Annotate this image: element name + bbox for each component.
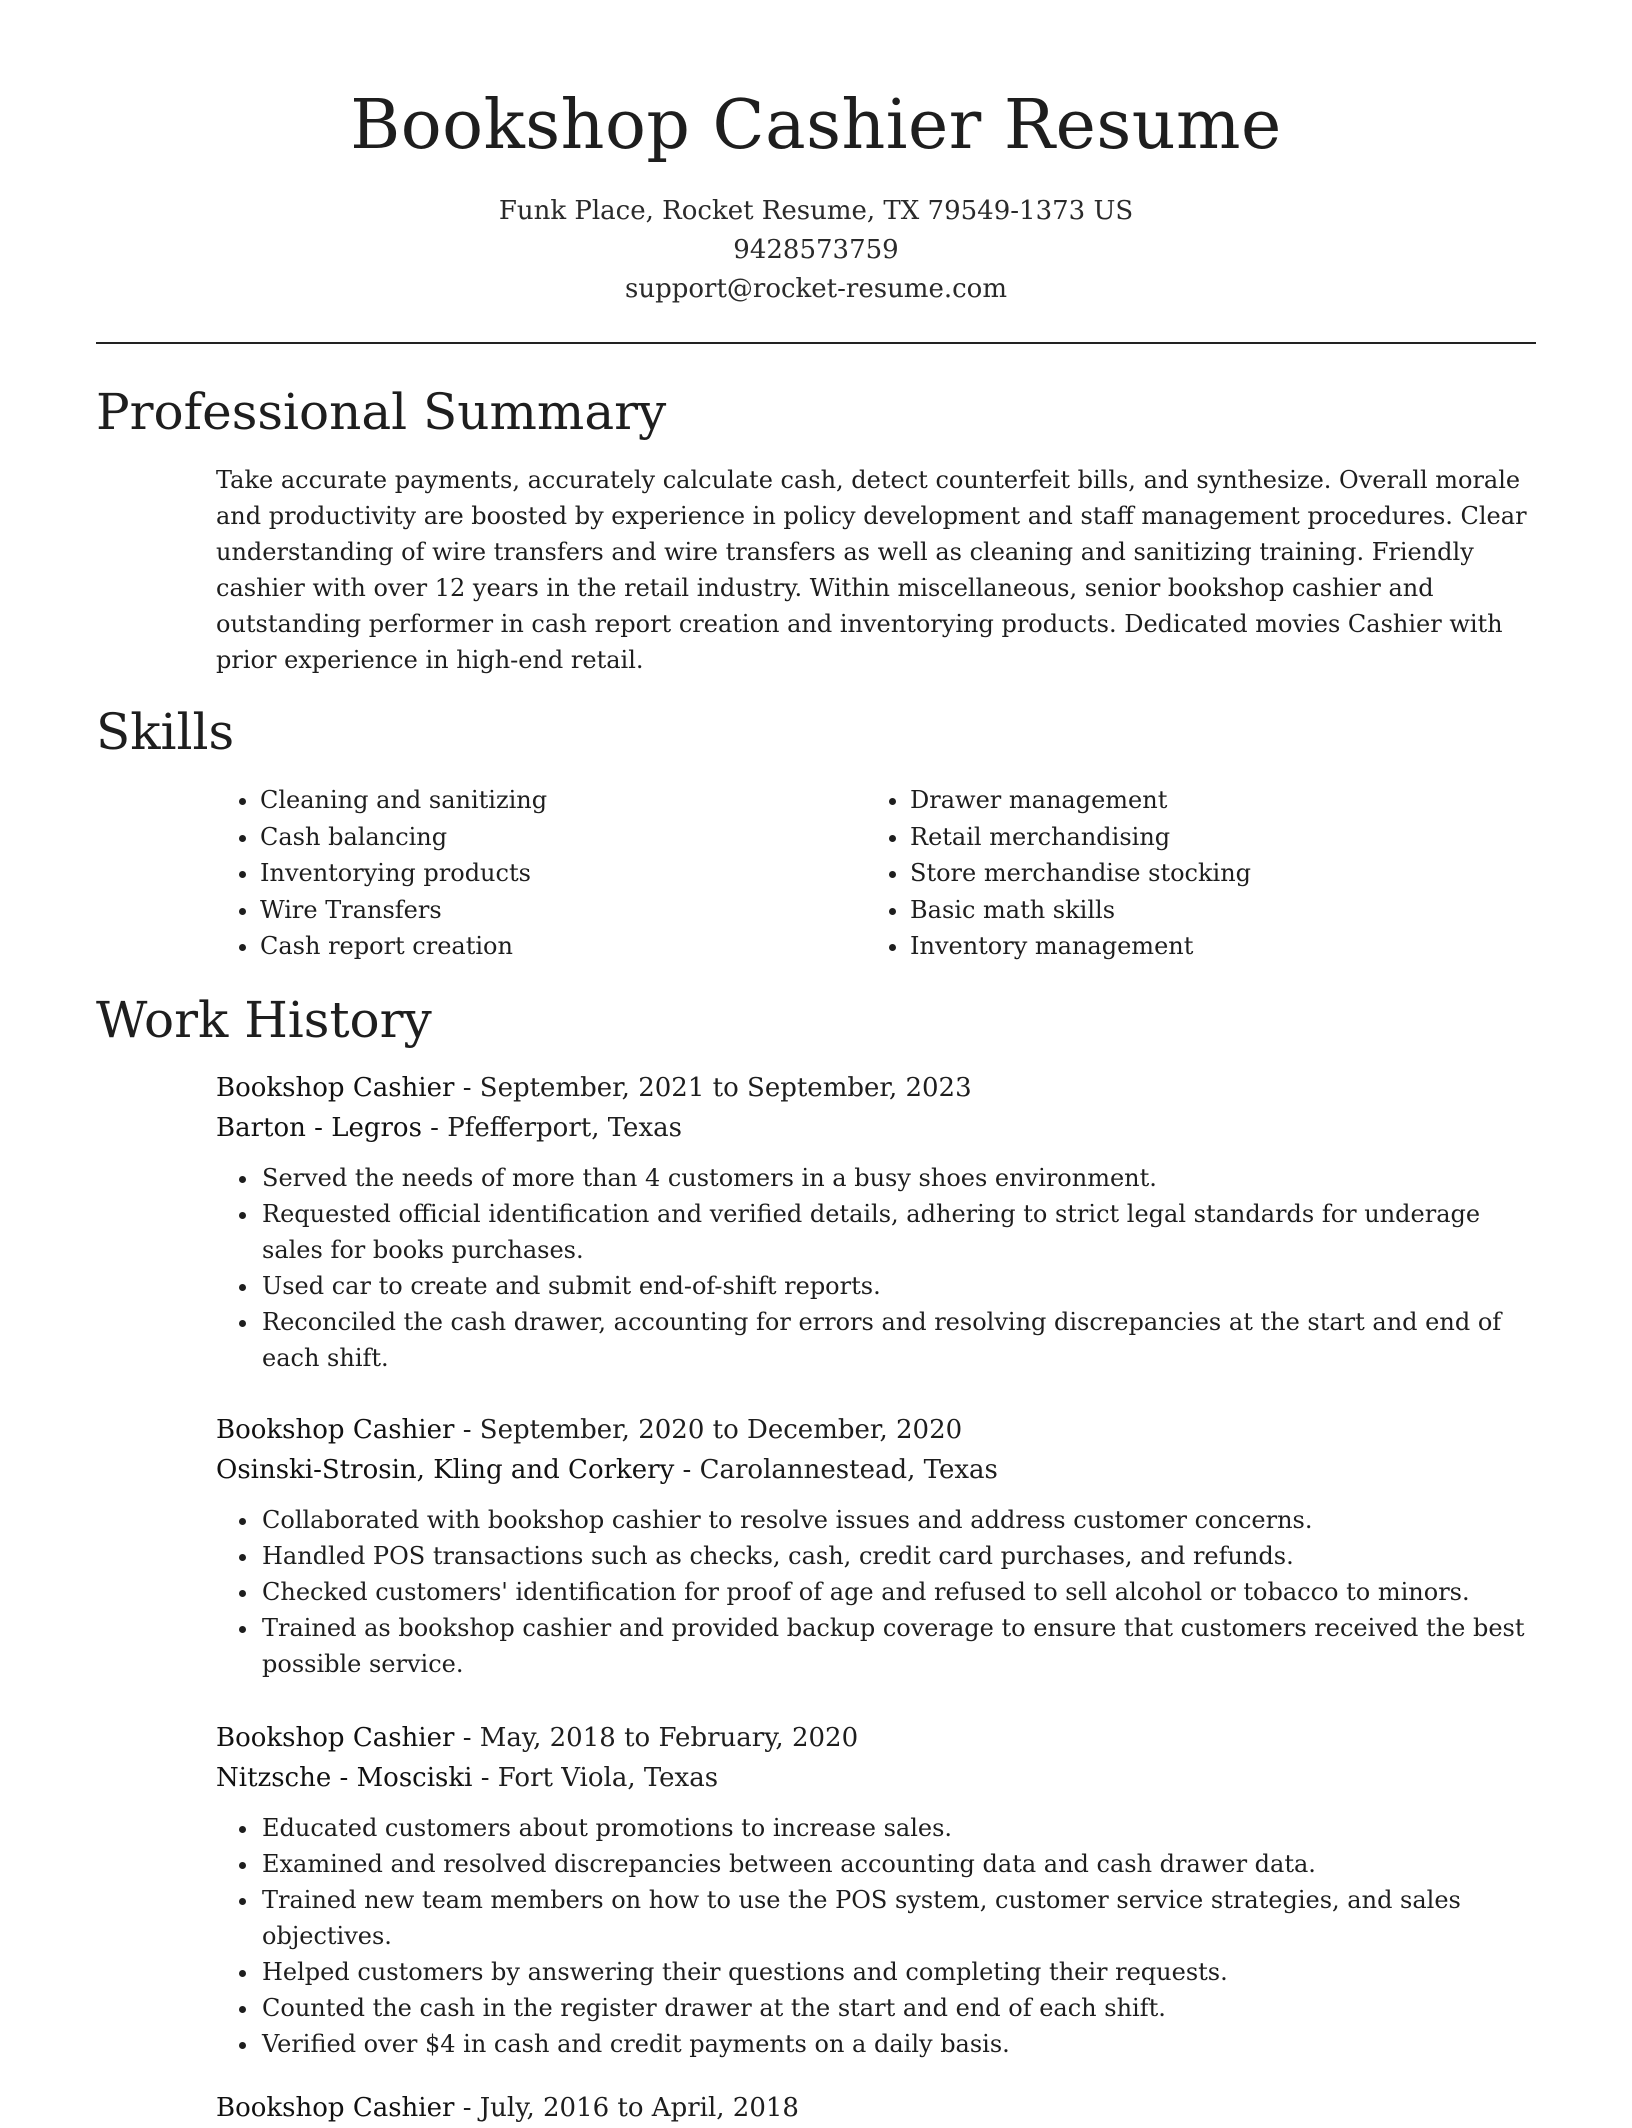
job-dates: - September, 2020 to December, 2020 <box>454 1415 963 1445</box>
job-bullet: • Served the needs of more than 4 customers in a busy shoes environment. <box>260 1160 1536 1196</box>
job-bullet: • Helped customers by answering their questions and completing their requests. <box>260 1954 1536 1990</box>
summary-heading: Professional Summary <box>96 383 667 441</box>
resume-header <box>0 0 1632 309</box>
job-entry <box>216 1068 1536 1376</box>
job-location: - Carolannestead, Texas <box>674 1455 998 1485</box>
skill-item: • Cash balancing <box>260 819 866 856</box>
job-title-line <box>216 1410 1536 1450</box>
skill-item: • Retail merchandising <box>910 819 1516 856</box>
skill-item: • Cleaning and sanitizing <box>260 782 866 819</box>
job-bullets <box>216 1160 1536 1376</box>
job-bullets <box>216 1502 1536 1682</box>
job-company-line <box>216 1450 1536 1490</box>
skill-item: • Inventory management <box>910 928 1516 965</box>
job-bullet: • Used car to create and submit end-of-shift reports. <box>260 1268 1536 1304</box>
job-title-line <box>216 1068 1536 1108</box>
job-dates: - July, 2016 to April, 2018 <box>454 2093 799 2123</box>
skill-item: • Basic math skills <box>910 892 1516 929</box>
job-bullet: • Reconciled the cash drawer, accounting for errors and resolving discrepancies at the start and end of each shift. <box>260 1304 1536 1376</box>
job-entry <box>216 1410 1536 1682</box>
skill-item: • Inventorying products <box>260 855 866 892</box>
job-position: Bookshop Cashier <box>216 2093 455 2123</box>
skills-column-left <box>216 782 866 965</box>
job-company: Barton - Legros <box>216 1113 422 1143</box>
job-title-line <box>216 1718 1536 1758</box>
job-bullet: • Examined and resolved discrepancies between accounting data and cash drawer data. <box>260 1846 1536 1882</box>
job-bullet: • Collaborated with bookshop cashier to resolve issues and address customer concerns. <box>260 1502 1536 1538</box>
job-dates: - September, 2021 to September, 2023 <box>454 1073 972 1103</box>
job-position: Bookshop Cashier <box>216 1723 455 1753</box>
job-bullet: • Counted the cash in the register drawer at the start and end of each shift. <box>260 1990 1536 2026</box>
job-bullet: • Handled POS transactions such as checks, cash, credit card purchases, and refunds. <box>260 1538 1536 1574</box>
job-location: - Pfefferport, Texas <box>421 1113 682 1143</box>
job-bullet: • Checked customers' identification for proof of age and refused to sell alcohol or tobacco to minors. <box>260 1574 1536 1610</box>
job-location: - Fort Viola, Texas <box>472 1763 719 1793</box>
job-entry <box>216 2088 1536 2128</box>
skill-item: • Drawer management <box>910 782 1516 819</box>
skills-list <box>216 782 1536 965</box>
skills-heading: Skills <box>96 703 235 761</box>
skill-item: • Wire Transfers <box>260 892 866 929</box>
summary-text: Take accurate payments, accurately calculate cash, detect counterfeit bills, and synthesize. Overall morale and productivity are boosted by experience in policy development and staff management procedures. Clear understanding of wire transfers and wire transfers as well as cleaning and sanitizing training. Friendly cashier with over 12 years in the retail industry. Within miscellaneous, senior bookshop cashier and outstanding performer in cash report creation and inventorying products. Dedicated movies Cashier with prior experience in high-end retail. <box>216 466 1527 674</box>
job-company: Nitzsche - Mosciski <box>216 1763 473 1793</box>
skill-item: • Cash report creation <box>260 928 866 965</box>
job-bullet: • Trained as bookshop cashier and provided backup coverage to ensure that customers received the best possible service. <box>260 1610 1536 1682</box>
resume-title: Bookshop Cashier Resume <box>350 86 1282 165</box>
skill-item: • Store merchandise stocking <box>910 855 1516 892</box>
contact-email: support@rocket-resume.com <box>624 274 1007 304</box>
contact-phone: 9428573759 <box>733 235 899 265</box>
job-company-line <box>216 1758 1536 1798</box>
job-position: Bookshop Cashier <box>216 1415 455 1445</box>
contact-block <box>0 192 1632 309</box>
job-position: Bookshop Cashier <box>216 1073 455 1103</box>
header-divider <box>96 342 1536 344</box>
job-bullet: • Trained new team members on how to use the POS system, customer service strategies, and sales objectives. <box>260 1882 1536 1954</box>
job-title-line <box>216 2088 1536 2128</box>
job-bullets <box>216 1810 1536 2062</box>
job-company: Osinski-Strosin, Kling and Corkery <box>216 1455 675 1485</box>
work-history-heading: Work History <box>96 991 432 1049</box>
contact-address: Funk Place, Rocket Resume, TX 79549-1373 US <box>498 196 1134 226</box>
job-bullet: • Requested official identification and verified details, adhering to strict legal standards for underage sales for books purchases. <box>260 1196 1536 1268</box>
job-bullet: • Educated customers about promotions to increase sales. <box>260 1810 1536 1846</box>
skills-column-right <box>866 782 1516 965</box>
job-entry <box>216 1718 1536 2062</box>
job-company-line <box>216 1108 1536 1148</box>
job-dates: - May, 2018 to February, 2020 <box>454 1723 859 1753</box>
job-bullet: • Verified over $4 in cash and credit payments on a daily basis. <box>260 2026 1536 2062</box>
